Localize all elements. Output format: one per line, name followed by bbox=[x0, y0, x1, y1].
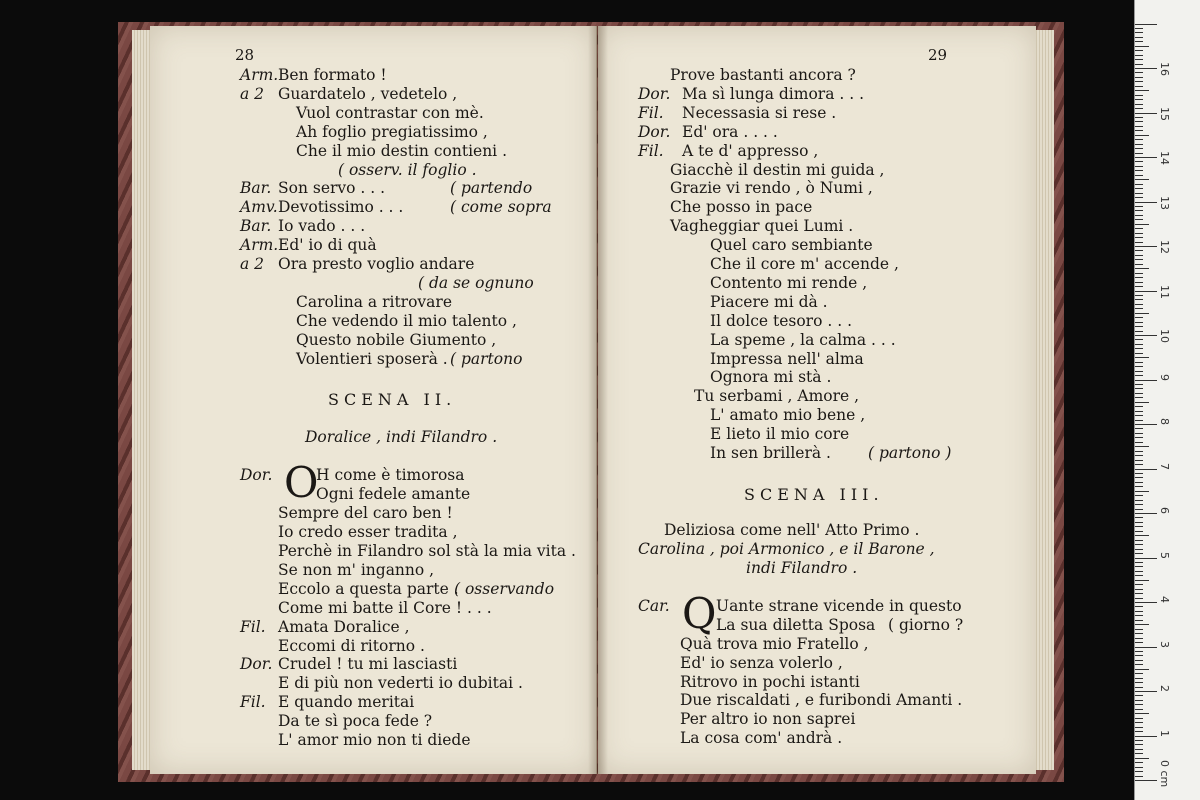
ruler-tick bbox=[1135, 90, 1149, 91]
ruler-tick bbox=[1135, 718, 1143, 719]
ruler-tick bbox=[1135, 580, 1149, 581]
verse-line: Son servo . . . bbox=[278, 179, 386, 198]
ruler-number: 1 bbox=[1158, 729, 1171, 737]
ruler-tick bbox=[1135, 317, 1143, 318]
ruler-tick bbox=[1135, 50, 1143, 51]
ruler-tick bbox=[1135, 727, 1143, 728]
ruler-tick bbox=[1135, 108, 1143, 109]
ruler-tick bbox=[1135, 113, 1157, 114]
ruler-tick bbox=[1135, 273, 1143, 274]
ruler-tick bbox=[1135, 638, 1143, 639]
verse-line: Ora presto voglio andare bbox=[278, 255, 475, 273]
ruler-tick bbox=[1135, 629, 1143, 630]
ruler-tick bbox=[1135, 758, 1149, 759]
speaker-label: Arm. bbox=[240, 66, 279, 84]
ruler-tick bbox=[1135, 473, 1143, 474]
ruler-tick bbox=[1135, 593, 1143, 594]
ruler-tick bbox=[1135, 589, 1143, 590]
ruler-tick bbox=[1135, 299, 1143, 300]
ruler-tick bbox=[1135, 655, 1143, 656]
ruler-tick bbox=[1135, 749, 1143, 750]
ruler-tick bbox=[1135, 504, 1143, 505]
ruler-tick bbox=[1135, 491, 1149, 492]
verse-line: Necessasia si rese . bbox=[682, 103, 837, 122]
ruler-tick bbox=[1135, 77, 1143, 78]
verse-line: L' amor mio non ti diede bbox=[278, 731, 471, 749]
ruler-tick bbox=[1135, 611, 1143, 612]
ruler-number: 15 bbox=[1158, 106, 1171, 121]
ruler-tick bbox=[1135, 126, 1143, 127]
speaker-label: Fil. bbox=[638, 103, 664, 122]
verse-line: Amata Doralice , bbox=[278, 617, 410, 636]
ruler-tick bbox=[1135, 197, 1143, 198]
ruler-tick bbox=[1135, 362, 1143, 363]
verse-line: H come è timorosa bbox=[316, 466, 465, 485]
ruler-tick bbox=[1135, 558, 1157, 559]
verse-line: La sua diletta Sposa bbox=[716, 615, 876, 634]
ruler-tick bbox=[1135, 615, 1143, 616]
ruler-tick bbox=[1135, 513, 1157, 514]
ruler-tick bbox=[1135, 575, 1143, 576]
ruler-number: 8 bbox=[1158, 418, 1171, 425]
verse-line: Eccolo a questa parte . bbox=[278, 579, 459, 598]
ruler-tick bbox=[1135, 224, 1149, 225]
ruler-tick bbox=[1135, 397, 1143, 398]
ruler-tick bbox=[1135, 179, 1149, 180]
speaker-label: a 2 bbox=[240, 84, 265, 103]
verse-line: A te d' appresso , bbox=[682, 141, 819, 160]
ruler-tick bbox=[1135, 291, 1157, 292]
ruler-tick bbox=[1135, 455, 1143, 456]
verse-line: Io credo esser tradita , bbox=[278, 523, 458, 542]
verse-line: La speme , la calma . . . bbox=[710, 330, 896, 349]
verse-line: Vuol contrastar con mè. bbox=[296, 103, 484, 122]
ruler-tick bbox=[1135, 184, 1143, 185]
ruler-number: 6 bbox=[1158, 507, 1171, 514]
ruler-tick bbox=[1135, 566, 1143, 567]
ruler-tick bbox=[1135, 64, 1143, 65]
speaker-label: Bar. bbox=[240, 179, 272, 198]
speaker-label: Amv. bbox=[240, 198, 278, 217]
verse-line: Come mi batte il Core ! . . . bbox=[278, 598, 492, 617]
ruler-tick bbox=[1135, 495, 1143, 496]
ruler-tick bbox=[1135, 535, 1149, 536]
ruler-tick bbox=[1135, 451, 1143, 452]
ruler-tick bbox=[1135, 99, 1143, 100]
verse-line: Prove bastanti ancora ? bbox=[670, 66, 856, 84]
verse-line: La cosa com' andrà . bbox=[680, 729, 843, 748]
speaker-label: Arm. bbox=[240, 236, 279, 255]
verse-line: Che il mio destin contieni . bbox=[296, 141, 507, 160]
ruler-tick bbox=[1135, 477, 1143, 478]
ruler-tick bbox=[1135, 776, 1143, 777]
ruler-tick bbox=[1135, 37, 1143, 38]
verse-line: E quando meritai bbox=[278, 693, 415, 712]
ruler-number: 12 bbox=[1158, 240, 1171, 254]
ruler-tick bbox=[1135, 144, 1143, 145]
ruler-tick bbox=[1135, 331, 1143, 332]
ruler-tick bbox=[1135, 584, 1143, 585]
measuring-ruler bbox=[1134, 0, 1200, 800]
ruler-tick bbox=[1135, 161, 1143, 162]
ruler-number: 5 bbox=[1158, 551, 1171, 559]
ruler-tick bbox=[1135, 250, 1143, 251]
ruler-tick bbox=[1135, 469, 1157, 470]
ruler-number: 16 bbox=[1158, 62, 1171, 76]
ruler-tick bbox=[1135, 437, 1143, 438]
verse-line: Che posso in pace bbox=[670, 198, 813, 217]
ruler-tick bbox=[1135, 157, 1157, 158]
page-number: 29 bbox=[928, 46, 948, 64]
verse-line: Ed' io senza volerlo , bbox=[680, 653, 843, 672]
ruler-tick bbox=[1135, 121, 1143, 122]
verse-line: Io vado . . . bbox=[278, 217, 366, 236]
ruler-tick bbox=[1135, 210, 1143, 211]
ruler-tick bbox=[1135, 130, 1143, 131]
ruler-tick bbox=[1135, 264, 1143, 265]
verse-line: Volentieri sposerà . bbox=[296, 349, 448, 368]
ruler-tick bbox=[1135, 531, 1143, 532]
verse-line: Vagheggiar quei Lumi . bbox=[670, 217, 854, 236]
drop-capital: Q bbox=[682, 588, 717, 638]
verse-line: E di più non vederti io dubitai . bbox=[278, 674, 523, 693]
ruler-tick bbox=[1135, 282, 1143, 283]
verse-line: Carolina a ritrovare bbox=[296, 292, 452, 311]
ruler-tick bbox=[1135, 313, 1149, 314]
ruler-tick bbox=[1135, 753, 1143, 754]
ruler-tick bbox=[1135, 411, 1143, 412]
page-edges-left bbox=[132, 30, 152, 770]
ruler-number: 14 bbox=[1158, 151, 1171, 165]
ruler-tick bbox=[1135, 713, 1149, 714]
ruler-tick bbox=[1135, 259, 1143, 260]
stage-direction: ( giorno ? bbox=[888, 615, 964, 634]
ruler-tick bbox=[1135, 642, 1143, 643]
ruler-number: 9 bbox=[1158, 373, 1171, 381]
verse-line: ( da se ognuno bbox=[418, 273, 534, 292]
ruler-tick bbox=[1135, 762, 1143, 763]
ruler-tick bbox=[1135, 744, 1143, 745]
speaker-label: a 2 bbox=[240, 255, 265, 273]
ruler-tick bbox=[1135, 286, 1143, 287]
ruler-tick bbox=[1135, 549, 1143, 550]
page-number: 28 bbox=[235, 46, 255, 64]
ruler-unit-label: 0 cm bbox=[1158, 760, 1171, 788]
ruler-tick bbox=[1135, 540, 1143, 541]
ruler-tick bbox=[1135, 188, 1143, 189]
ruler-tick bbox=[1135, 55, 1143, 56]
verse-line: Ogni fedele amante bbox=[316, 485, 471, 504]
verse-line: Perchè in Filandro sol stà la mia vita . bbox=[278, 542, 576, 560]
speaker-label: Dor. bbox=[240, 466, 273, 485]
ruler-number: 10 bbox=[1158, 329, 1171, 343]
ruler-tick bbox=[1135, 308, 1143, 309]
ruler-tick bbox=[1135, 175, 1143, 176]
ruler-tick bbox=[1135, 731, 1143, 732]
ruler-tick bbox=[1135, 135, 1149, 136]
ruler-tick bbox=[1135, 202, 1157, 203]
drop-capital: O bbox=[284, 458, 319, 508]
verse-line: Guardatelo , vedetelo , bbox=[278, 84, 458, 103]
ruler-tick bbox=[1135, 673, 1143, 674]
ruler-tick bbox=[1135, 709, 1143, 710]
ruler-tick bbox=[1135, 669, 1149, 670]
verse-line: L' amato mio bene , bbox=[710, 406, 866, 425]
ruler-tick bbox=[1135, 380, 1157, 381]
ruler-tick bbox=[1135, 295, 1143, 296]
verse-line: Se non m' inganno , bbox=[278, 560, 435, 579]
ruler-tick bbox=[1135, 704, 1143, 705]
ruler-tick bbox=[1135, 68, 1157, 69]
ruler-tick bbox=[1135, 780, 1157, 781]
speaker-label: Fil. bbox=[638, 141, 664, 160]
ruler-tick bbox=[1135, 335, 1157, 336]
ruler-tick bbox=[1135, 339, 1143, 340]
verse-line: Piacere mi dà . bbox=[710, 292, 828, 311]
ruler-tick bbox=[1135, 620, 1143, 621]
ruler-tick bbox=[1135, 166, 1143, 167]
ruler-tick bbox=[1135, 544, 1143, 545]
ruler-tick bbox=[1135, 406, 1143, 407]
ruler-tick bbox=[1135, 371, 1143, 372]
scene-subtitle: Deliziosa come nell' Atto Primo . bbox=[664, 520, 920, 539]
ruler-tick bbox=[1135, 255, 1143, 256]
scene-subtitle: Doralice , indi Filandro . bbox=[305, 428, 498, 447]
ruler-tick bbox=[1135, 246, 1157, 247]
ruler-tick bbox=[1135, 602, 1157, 603]
verse-line: Ah foglio pregiatissimo , bbox=[296, 122, 488, 141]
ruler-number: 4 bbox=[1158, 596, 1171, 603]
verse-line: Il dolce tesoro . . . bbox=[710, 311, 852, 330]
ruler-tick bbox=[1135, 277, 1143, 278]
ruler-tick bbox=[1135, 139, 1143, 140]
verse-line: Che il core m' accende , bbox=[710, 255, 899, 273]
ruler-tick bbox=[1135, 388, 1143, 389]
ruler-tick bbox=[1135, 353, 1143, 354]
verse-line: Contento mi rende , bbox=[710, 273, 868, 292]
ruler-tick bbox=[1135, 767, 1143, 768]
ruler-tick bbox=[1135, 446, 1149, 447]
ruler-tick bbox=[1135, 326, 1143, 327]
ruler-tick bbox=[1135, 647, 1157, 648]
verse-line: Ma sì lunga dimora . . . bbox=[682, 84, 865, 103]
verse-line: Crudel ! tu mi lasciasti bbox=[278, 655, 458, 674]
right-page bbox=[598, 26, 1036, 774]
ruler-tick bbox=[1135, 771, 1143, 772]
verse-line: Uante strane vicende in questo bbox=[716, 596, 962, 615]
speaker-label: Dor. bbox=[638, 122, 671, 141]
ruler-tick bbox=[1135, 28, 1143, 29]
verse-line: Ritrovo in pochi istanti bbox=[680, 672, 860, 691]
verse-line: Giacchè il destin mi guida , bbox=[670, 160, 885, 179]
ruler-tick bbox=[1135, 482, 1143, 483]
ruler-tick bbox=[1135, 486, 1143, 487]
verse-line: Questo nobile Giumento , bbox=[296, 330, 497, 349]
ruler-tick bbox=[1135, 72, 1143, 73]
ruler-number: 2 bbox=[1158, 685, 1171, 692]
speaker-label: Fil. bbox=[240, 617, 266, 636]
ruler-tick bbox=[1135, 59, 1143, 60]
stage-direction: ( come sopra bbox=[450, 198, 552, 217]
ruler-tick bbox=[1135, 357, 1149, 358]
ruler-tick bbox=[1135, 562, 1143, 563]
ruler-tick bbox=[1135, 348, 1143, 349]
verse-line: Eccomi di ritorno . bbox=[278, 636, 425, 655]
ruler-tick bbox=[1135, 375, 1143, 376]
speaker-label: Dor. bbox=[638, 84, 671, 103]
ruler-tick bbox=[1135, 553, 1143, 554]
ruler-tick bbox=[1135, 433, 1143, 434]
ruler-tick bbox=[1135, 428, 1143, 429]
verse-line: Ed' ora . . . . bbox=[682, 122, 778, 141]
ruler-tick bbox=[1135, 233, 1143, 234]
ruler-tick bbox=[1135, 228, 1143, 229]
ruler-tick bbox=[1135, 46, 1149, 47]
ruler-tick bbox=[1135, 464, 1143, 465]
verse-line: ( osserv. il foglio . bbox=[338, 160, 477, 179]
ruler-number: 11 bbox=[1158, 284, 1171, 299]
ruler-tick bbox=[1135, 522, 1143, 523]
ruler-tick bbox=[1135, 193, 1143, 194]
ruler-tick bbox=[1135, 322, 1143, 323]
ruler-tick bbox=[1135, 664, 1143, 665]
ruler-tick bbox=[1135, 691, 1157, 692]
ruler-tick bbox=[1135, 420, 1143, 421]
speaker-label: Car. bbox=[638, 596, 670, 615]
ruler-tick bbox=[1135, 526, 1143, 527]
speaker-label: Bar. bbox=[240, 217, 272, 236]
verse-line: Quel caro sembiante bbox=[710, 236, 873, 255]
ruler-tick bbox=[1135, 242, 1143, 243]
ruler-tick bbox=[1135, 215, 1143, 216]
ruler-tick bbox=[1135, 740, 1143, 741]
ruler-tick bbox=[1135, 517, 1143, 518]
ruler-tick bbox=[1135, 571, 1143, 572]
ruler-tick bbox=[1135, 500, 1143, 501]
scene-title: SCENA II. bbox=[328, 390, 457, 410]
ruler-tick bbox=[1135, 268, 1149, 269]
ruler-tick bbox=[1135, 736, 1157, 737]
ruler-tick bbox=[1135, 206, 1143, 207]
speaker-label: Dor. bbox=[240, 655, 273, 674]
ruler-tick bbox=[1135, 695, 1143, 696]
speaker-label: Fil. bbox=[240, 693, 266, 712]
ruler-tick bbox=[1135, 424, 1157, 425]
ruler-tick bbox=[1135, 651, 1143, 652]
ruler-number: 3 bbox=[1158, 640, 1171, 648]
scene-subtitle: Carolina , poi Armonico , e il Barone , bbox=[638, 539, 935, 558]
scene-subtitle: indi Filandro . bbox=[746, 558, 858, 577]
stage-direction: ( osservando bbox=[454, 579, 555, 598]
left-page bbox=[150, 26, 597, 774]
ruler-tick bbox=[1135, 384, 1143, 385]
book-gutter bbox=[588, 26, 608, 774]
ruler-tick bbox=[1135, 32, 1143, 33]
verse-line: Da te sì poca fede ? bbox=[278, 712, 433, 731]
ruler-tick bbox=[1135, 304, 1143, 305]
verse-line: Che vedendo il mio talento , bbox=[296, 311, 517, 330]
verse-line: Ognora mi stà . bbox=[710, 368, 832, 387]
verse-line: Ben formato ! bbox=[278, 66, 387, 84]
ruler-tick bbox=[1135, 722, 1143, 723]
ruler-tick bbox=[1135, 682, 1143, 683]
verse-line: Tu serbami , Amore , bbox=[694, 387, 860, 406]
verse-line: Sempre del caro ben ! bbox=[278, 504, 453, 523]
verse-line: Per altro io non saprei bbox=[680, 710, 856, 729]
ruler-tick bbox=[1135, 219, 1143, 220]
ruler-tick bbox=[1135, 81, 1143, 82]
stage-direction: ( partono ) bbox=[868, 444, 952, 462]
ruler-tick bbox=[1135, 700, 1143, 701]
verse-line: In sen brillerà . bbox=[710, 444, 831, 462]
ruler-tick bbox=[1135, 148, 1143, 149]
ruler-tick bbox=[1135, 41, 1143, 42]
verse-line: Quà trova mio Fratello , bbox=[680, 634, 869, 653]
verse-line: Grazie vi rendo , ò Numi , bbox=[670, 179, 873, 198]
ruler-tick bbox=[1135, 624, 1149, 625]
ruler-tick bbox=[1135, 687, 1143, 688]
ruler-tick bbox=[1135, 344, 1143, 345]
scene-title: SCENA III. bbox=[744, 484, 884, 504]
ruler-tick bbox=[1135, 509, 1143, 510]
ruler-tick bbox=[1135, 678, 1143, 679]
ruler-tick bbox=[1135, 606, 1143, 607]
ruler-tick bbox=[1135, 170, 1143, 171]
verse-line: Devotissimo . . . bbox=[278, 198, 404, 217]
ruler-tick bbox=[1135, 660, 1143, 661]
ruler-tick bbox=[1135, 366, 1143, 367]
ruler-tick bbox=[1135, 393, 1143, 394]
verse-line: Ed' io di quà bbox=[278, 236, 377, 255]
ruler-tick bbox=[1135, 237, 1143, 238]
ruler-tick bbox=[1135, 104, 1143, 105]
ruler-tick bbox=[1135, 442, 1143, 443]
verse-line: Impressa nell' alma bbox=[710, 349, 864, 368]
stage-direction: ( partendo bbox=[450, 179, 533, 198]
stage-direction: ( partono bbox=[450, 349, 523, 368]
ruler-number: 7 bbox=[1158, 462, 1171, 470]
verse-line: Due riscaldati , e furibondi Amanti . bbox=[680, 691, 963, 710]
ruler-number: 13 bbox=[1158, 195, 1171, 210]
ruler-tick bbox=[1135, 415, 1143, 416]
ruler-tick bbox=[1135, 95, 1143, 96]
ruler-tick bbox=[1135, 402, 1149, 403]
page-edges-right bbox=[1034, 30, 1054, 770]
ruler-tick bbox=[1135, 24, 1157, 25]
ruler-tick bbox=[1135, 86, 1143, 87]
verse-line: E lieto il mio core bbox=[710, 425, 850, 444]
ruler-tick bbox=[1135, 633, 1143, 634]
ruler-tick bbox=[1135, 153, 1143, 154]
ruler-tick bbox=[1135, 598, 1143, 599]
ruler-tick bbox=[1135, 460, 1143, 461]
ruler-tick bbox=[1135, 117, 1143, 118]
